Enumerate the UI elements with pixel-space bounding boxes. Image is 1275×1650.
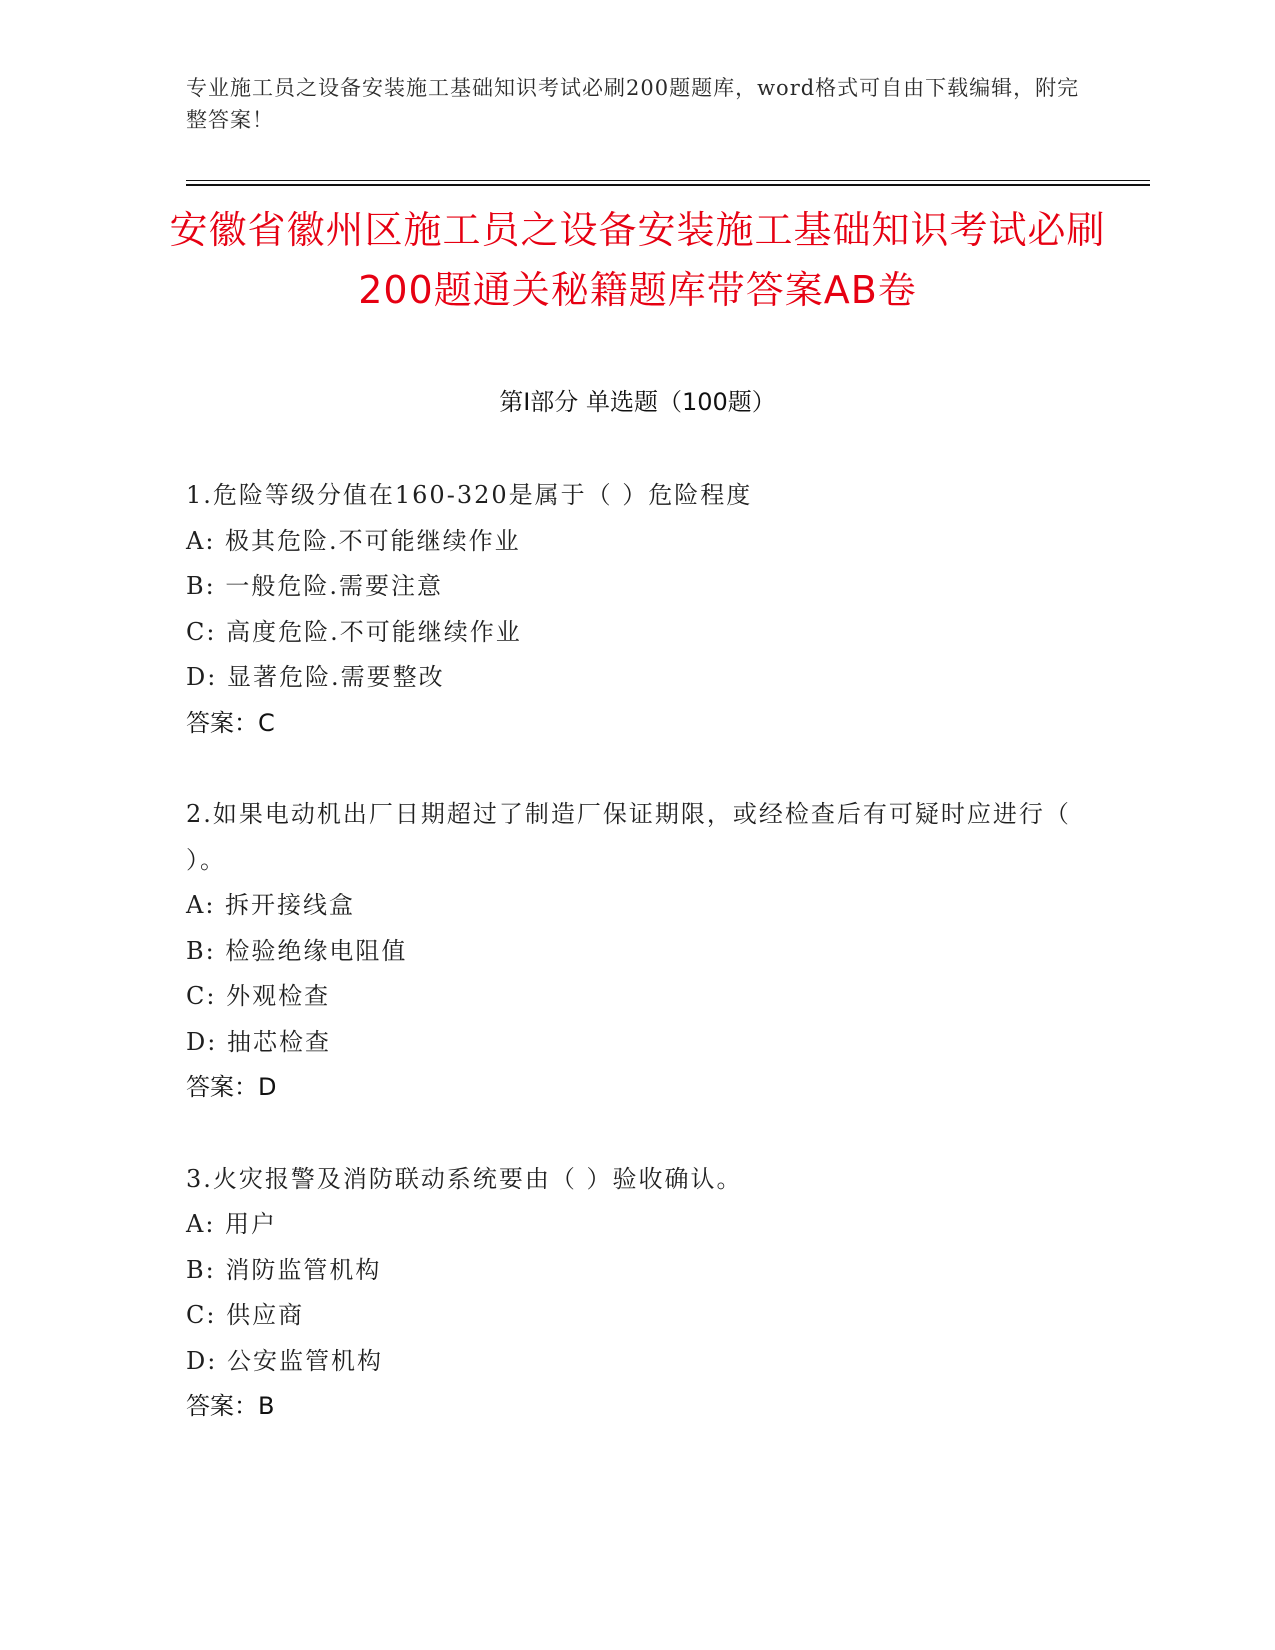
question-stem: 2.如果电动机出厂日期超过了制造厂保证期限，或经检查后有可疑时应进行（ ）。	[186, 800, 1071, 874]
option-c: C: 供应商	[186, 1301, 305, 1329]
section-heading: 第Ⅰ部分 单选题（100题）	[499, 388, 776, 416]
option-b: B: 检验绝缘电阻值	[186, 936, 408, 965]
question-3	[186, 1157, 1086, 1430]
option-d: D: 抽芯检查	[186, 1027, 331, 1056]
question-stem: 1.危险等级分值在160-320是属于（ ）危险程度	[186, 481, 753, 509]
header-note: 专业施工员之设备安装施工基础知识考试必刷200题题库，word格式可自由下载编辑，附完整答案！	[186, 76, 1080, 132]
header-rule-thin	[186, 180, 1150, 181]
question-stem: 3.火灾报警及消防联动系统要由（ ）验收确认。	[186, 1164, 743, 1193]
option-d: D: 显著危险.需要整改	[186, 663, 445, 691]
option-c: C: 高度危险.不可能继续作业	[186, 617, 522, 646]
option-d: D: 公安监管机构	[186, 1346, 383, 1375]
answer-text: 答案：C	[186, 708, 275, 737]
document-title: 安徽省徽州区施工员之设备安装施工基础知识考试必刷200题通关秘籍题库带答案AB卷	[169, 208, 1106, 312]
option-b: B: 消防监管机构	[186, 1255, 382, 1284]
option-a: A: 极其危险.不可能继续作业	[186, 526, 521, 555]
question-2	[186, 792, 1086, 1111]
option-c: C: 外观检查	[186, 982, 331, 1010]
option-b: B: 一般危险.需要注意	[186, 572, 443, 600]
header-rule-thick	[186, 184, 1150, 186]
answer-text: 答案：D	[186, 1073, 277, 1101]
answer-text: 答案：B	[186, 1392, 275, 1420]
option-a: A: 用户	[186, 1210, 278, 1238]
option-a: A: 拆开接线盒	[186, 891, 356, 919]
question-1	[186, 473, 1086, 746]
question-list	[186, 473, 1086, 1476]
